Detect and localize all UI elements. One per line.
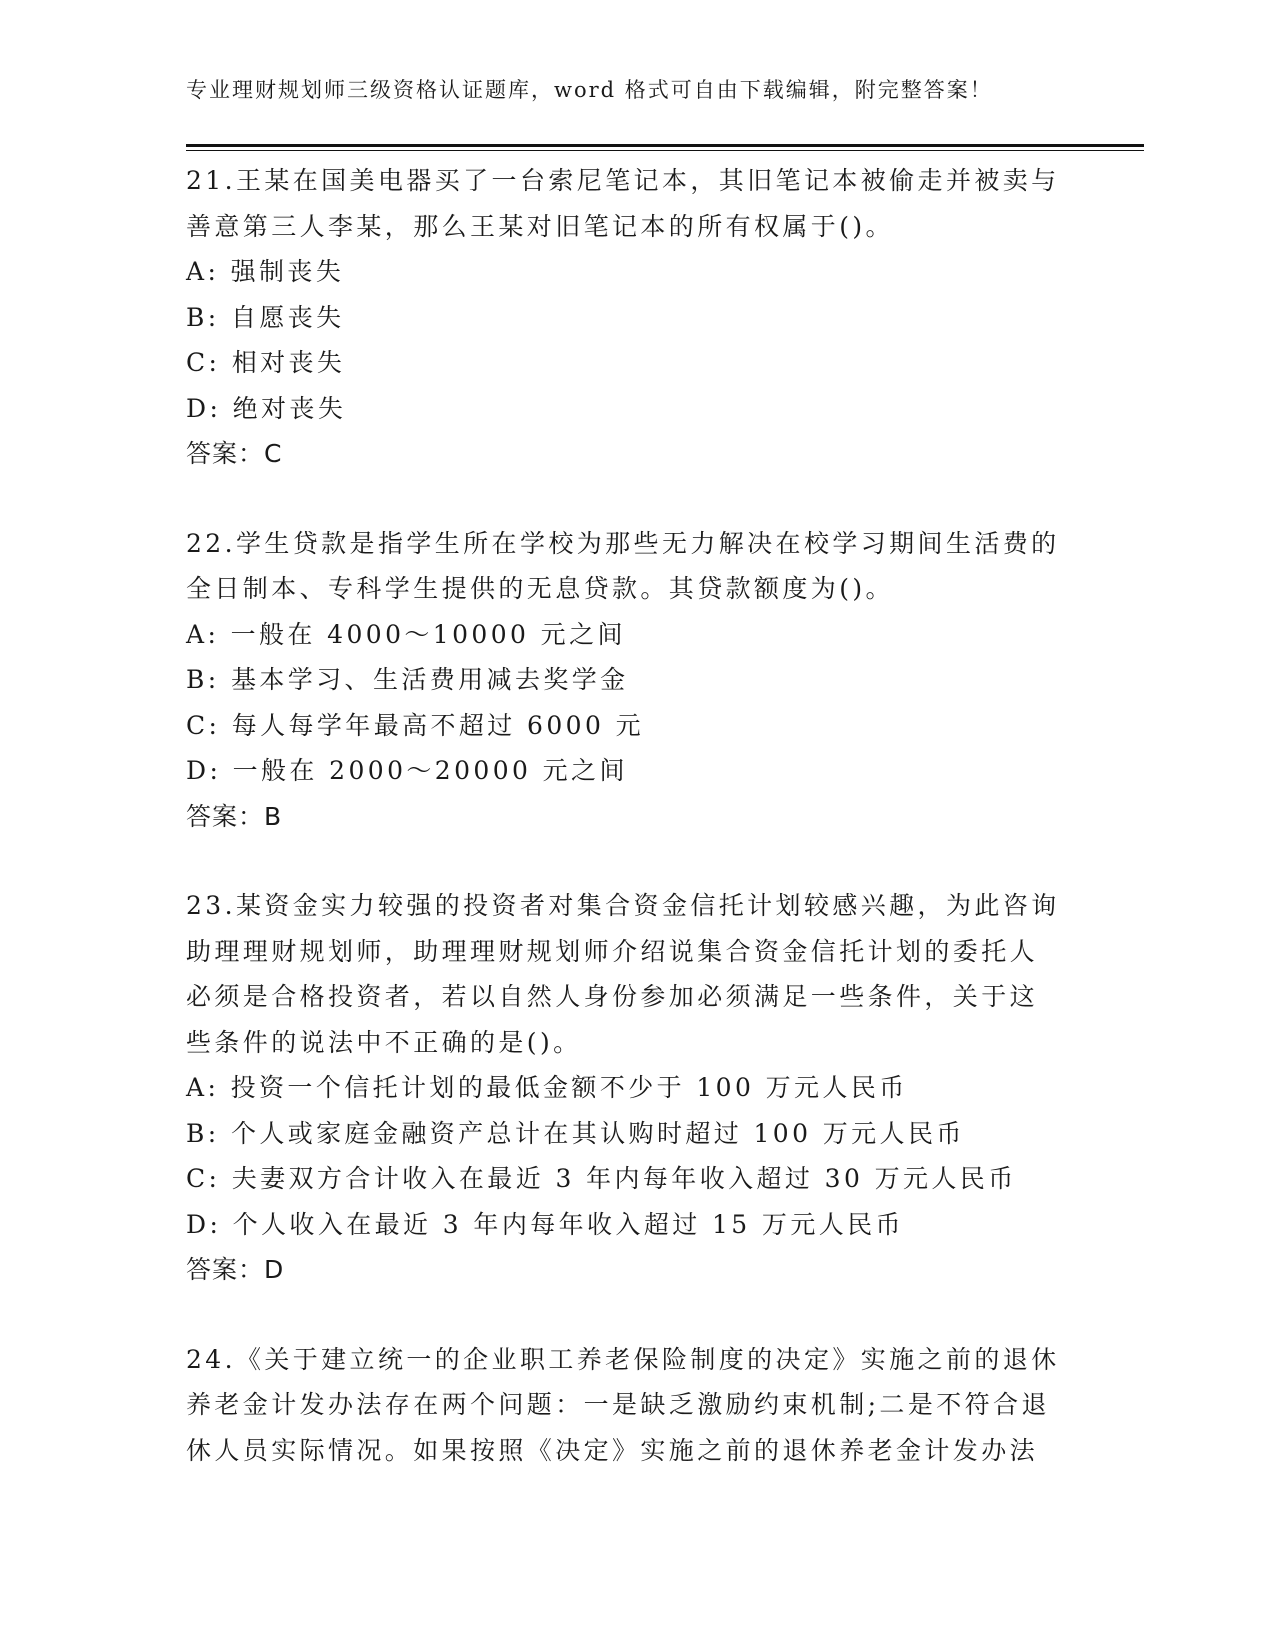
question-stem-line: 助理理财规划师，助理理财规划师介绍说集合资金信托计划的委托人 [186, 936, 1039, 966]
header-rule-thick [186, 144, 1144, 147]
option-c: C: 夫妻双方合计收入在最近 3 年内每年收入超过 30 万元人民币 [186, 1164, 1017, 1193]
page-header: 专业理财规划师三级资格认证题库，word 格式可自由下载编辑，附完整答案！ [186, 78, 993, 102]
answer-line: 答案：D [186, 1255, 285, 1284]
question-stem-line: 24.《关于建立统一的企业职工养老保险制度的决定》实施之前的退休 [186, 1344, 1060, 1374]
option-b: B: 基本学习、生活费用减去奖学金 [186, 665, 629, 694]
option-d: D: 一般在 2000～20000 元之间 [186, 756, 628, 785]
answer-line: 答案：C [186, 439, 283, 468]
option-a: A: 投资一个信托计划的最低金额不少于 100 万元人民币 [186, 1073, 908, 1102]
question-stem-line: 22.学生贷款是指学生所在学校为那些无力解决在校学习期间生活费的 [186, 528, 1060, 558]
question-list [186, 158, 1086, 1473]
option-c: C: 相对丧失 [186, 348, 346, 377]
option-a: A: 强制丧失 [186, 257, 345, 286]
option-c: C: 每人每学年最高不超过 6000 元 [186, 710, 645, 740]
header-rule-thin [186, 150, 1144, 151]
option-d: D: 个人收入在最近 3 年内每年收入超过 15 万元人民币 [186, 1209, 904, 1239]
option-b: B: 个人或家庭金融资产总计在其认购时超过 100 万元人民币 [186, 1118, 965, 1148]
option-b: B: 自愿丧失 [186, 302, 345, 332]
question-stem-line: 养老金计发办法存在两个问题：一是缺乏激励约束机制;二是不符合退 [186, 1390, 1050, 1419]
question-22 [186, 521, 1086, 840]
option-a: A: 一般在 4000～10000 元之间 [186, 619, 626, 649]
question-24 [186, 1337, 1086, 1474]
question-stem-line: 善意第三人李某，那么王某对旧笔记本的所有权属于()。 [186, 211, 894, 241]
answer-line: 答案：B [186, 801, 283, 831]
question-stem-line: 23.某资金实力较强的投资者对集合资金信托计划较感兴趣，为此咨询 [186, 891, 1060, 920]
question-21 [186, 158, 1086, 477]
question-stem-line: 休人员实际情况。如果按照《决定》实施之前的退休养老金计发办法 [186, 1435, 1039, 1465]
question-23 [186, 883, 1086, 1293]
question-stem-line: 21.王某在国美电器买了一台索尼笔记本，其旧笔记本被偷走并被卖与 [186, 166, 1060, 195]
question-stem-line: 些条件的说法中不正确的是()。 [186, 1027, 582, 1057]
option-d: D: 绝对丧失 [186, 393, 347, 423]
question-stem-line: 必须是合格投资者，若以自然人身份参加必须满足一些条件，关于这 [186, 982, 1039, 1011]
question-stem-line: 全日制本、专科学生提供的无息贷款。其贷款额度为()。 [186, 574, 894, 603]
